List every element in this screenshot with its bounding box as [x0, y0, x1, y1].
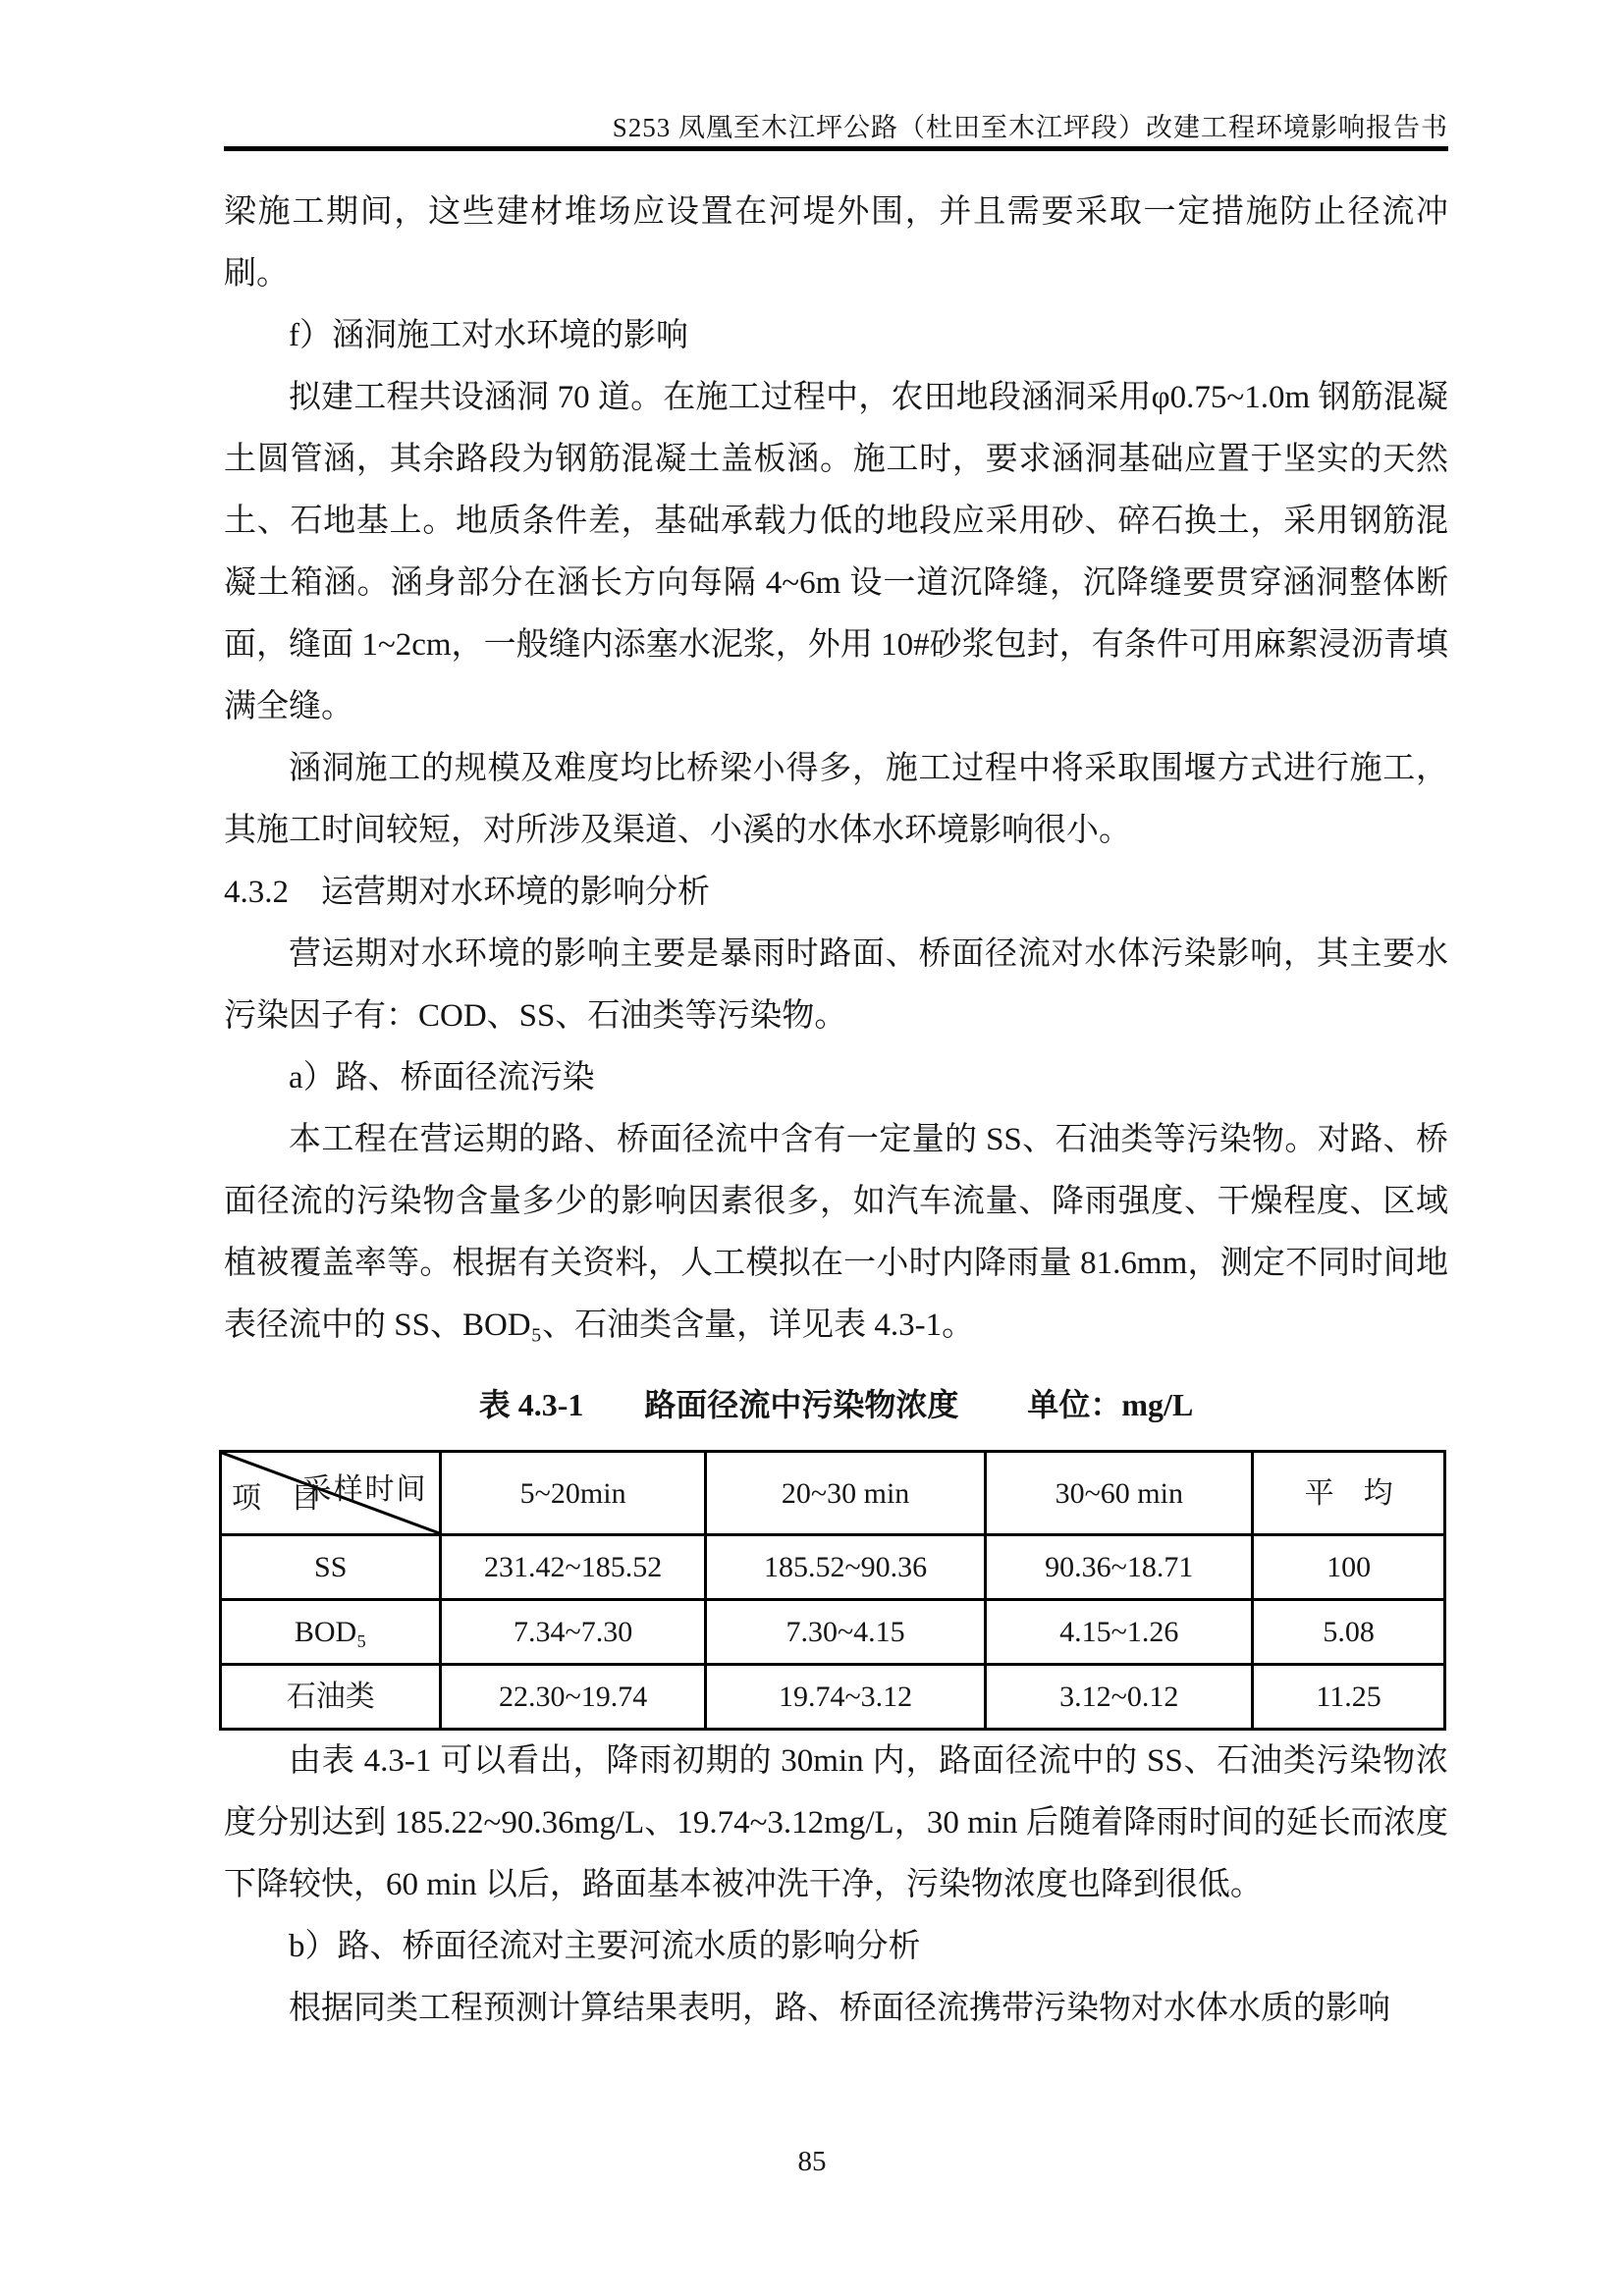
table-cell: 7.30~4.15	[705, 1600, 986, 1665]
table-cell: 90.36~18.71	[986, 1535, 1253, 1600]
paragraph-runoff-pollution: 本工程在营运期的路、桥面径流中含有一定量的 SS、石油类等污染物。对路、桥面径流的污染物含量多少的影响因素很多，如汽车流量、降雨强度、干燥程度、区域植被覆盖率等。根据有关资料，人工模拟在一小时内降雨量 81.6mm，测定不同时间地表径流中的 SS、BOD₅、石油类含量，详见表 4.3-1。	[224, 1122, 1448, 1343]
corner-label-sampling-time: 采样时间	[301, 1473, 428, 1506]
paragraph-prediction: 根据同类工程预测计算结果表明，路、桥面径流携带污染物对水体水质的影响	[289, 1991, 1390, 2026]
table-corner-cell	[221, 1452, 441, 1535]
table-cell: 22.30~19.74	[441, 1665, 705, 1730]
table-caption-title: 路面径流中污染物浓度	[644, 1387, 959, 1422]
pollutant-concentration-table	[219, 1450, 1446, 1731]
table-header-row	[221, 1452, 1445, 1535]
row-label: SS	[221, 1535, 441, 1600]
table-caption-unit: 单位：mg/L	[1027, 1387, 1194, 1422]
paragraph-f-heading: f）涵洞施工对水环境的影响	[289, 318, 688, 353]
table-cell: 3.12~0.12	[986, 1665, 1253, 1730]
table-cell: 11.25	[1253, 1665, 1445, 1730]
section-heading-4-3-2: 4.3.2 运营期对水环境的影响分析	[224, 875, 710, 910]
header-rule	[224, 146, 1448, 151]
paragraph-b-heading: b）路、桥面径流对主要河流水质的影响分析	[289, 1929, 921, 1964]
column-header: 5~20min	[441, 1452, 705, 1535]
paragraph-table-analysis: 由表 4.3-1 可以看出，降雨初期的 30min 内，路面径流中的 SS、石油类污染物浓度分别达到 185.22~90.36mg/L、19.74~3.12mg/L，30 min 后随着降雨时间的延长而浓度下降较快，60 min 以后，路面基本被冲洗干净，污染物浓度也降到很低。	[224, 1743, 1448, 1902]
row-label: BOD₅	[221, 1600, 441, 1665]
running-header-title: S253 凤凰至木江坪公路（杜田至木江坪段）改建工程环境影响报告书	[612, 113, 1448, 142]
paragraph-a-heading: a）路、桥面径流污染	[289, 1060, 595, 1095]
table-row-bod5	[221, 1600, 1445, 1665]
table-cell: 7.34~7.30	[441, 1600, 705, 1665]
table-cell: 4.15~1.26	[986, 1600, 1253, 1665]
paragraph-culvert-build: 拟建工程共设涵洞 70 道。在施工过程中，农田地段涵洞采用φ0.75~1.0m 钢筋混凝土圆管涵，其余路段为钢筋混凝土盖板涵。施工时，要求涵洞基础应置于坚实的天然土、石地基上。地质条件差，基础承载力低的地段应采用砂、碎石换土，采用钢筋混凝土箱涵。涵身部分在涵长方向每隔 4~6m 设一道沉降缝，沉降缝要贯穿涵洞整体断面，缝面 1~2cm，一般缝内添塞水泥浆，外用 10#砂浆包封，有条件可用麻絮浸沥青填满全缝。	[224, 380, 1448, 724]
table-cell: 231.42~185.52	[441, 1535, 705, 1600]
table-row-petroleum	[221, 1665, 1445, 1730]
table-row-ss	[221, 1535, 1445, 1600]
column-header: 20~30 min	[705, 1452, 986, 1535]
column-header: 平 均	[1253, 1452, 1445, 1535]
column-header: 30~60 min	[986, 1452, 1253, 1535]
corner-label-item: 项 目	[232, 1482, 320, 1515]
paragraph-bridge-runoff: 梁施工期间，这些建材堆场应设置在河堤外围，并且需要采取一定措施防止径流冲刷。	[224, 194, 1448, 292]
table-cell: 5.08	[1253, 1600, 1445, 1665]
table-cell: 100	[1253, 1535, 1445, 1600]
table-caption	[224, 1374, 1448, 1436]
document-body	[224, 182, 1448, 2040]
row-label: 石油类	[221, 1665, 441, 1730]
table-cell: 185.52~90.36	[705, 1535, 986, 1600]
page-number: 85	[797, 2146, 827, 2177]
table-caption-label: 表 4.3-1	[478, 1387, 584, 1422]
table-cell: 19.74~3.12	[705, 1665, 986, 1730]
paragraph-culvert-scale: 涵洞施工的规模及难度均比桥梁小得多，施工过程中将采取围堰方式进行施工，其施工时间较短，对所涉及渠道、小溪的水体水环境影响很小。	[224, 751, 1448, 848]
paragraph-operation-period: 营运期对水环境的影响主要是暴雨时路面、桥面径流对水体污染影响，其主要水污染因子有：COD、SS、石油类等污染物。	[224, 936, 1448, 1034]
